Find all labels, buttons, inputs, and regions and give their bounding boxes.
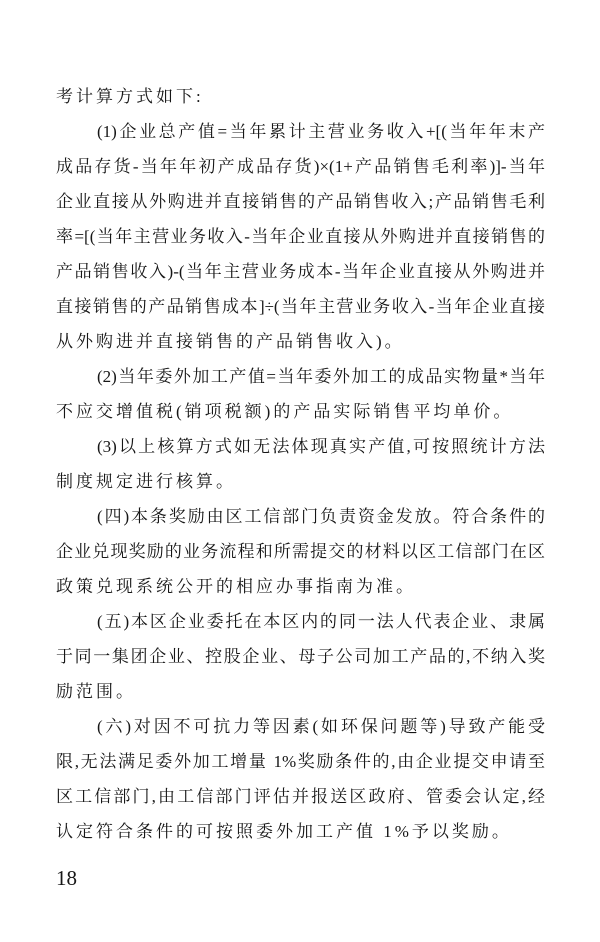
document-line: 企业直接从外购进并直接销售的产品销售收入;产品销售毛利 — [56, 192, 545, 211]
document-line: 励范围。 — [56, 682, 136, 701]
document-line: 政策兑现系统公开的相应办事指南为准。 — [56, 577, 416, 596]
document-line: (五)本区企业委托在本区内的同一法人代表企业、隶属 — [97, 612, 545, 631]
document-line: 于同一集团企业、控股企业、母子公司加工产品的,不纳入奖 — [56, 647, 545, 666]
document-line: 制度规定进行核算。 — [56, 472, 236, 491]
document-line: (四)本条奖励由区工信部门负责资金发放。符合条件的 — [97, 507, 545, 526]
document-line: 率=[(当年主营业务收入-当年企业直接从外购进并直接销售的 — [56, 227, 545, 246]
document-line: (3)以上核算方式如无法体现真实产值,可按照统计方法 — [97, 437, 545, 456]
document-line: 从外购进并直接销售的产品销售收入)。 — [56, 332, 405, 351]
document-line: 成品存货-当年年初产成品存货)×(1+产品销售毛利率)]-当年 — [56, 157, 545, 176]
document-line: 直接销售的产品销售成本]÷(当年主营业务收入-当年企业直接 — [56, 297, 545, 316]
document-line: 限,无法满足委外加工增量 1%奖励条件的,由企业提交申请至 — [56, 752, 545, 771]
page-number: 18 — [56, 866, 77, 890]
document-line: 产品销售收入)-(当年主营业务成本-当年企业直接从外购进并 — [56, 262, 545, 281]
document-line: 区工信部门,由工信部门评估并报送区政府、管委会认定,经 — [56, 787, 545, 806]
document-line: (1)企业总产值=当年累计主营业务收入+[(当年年末产 — [97, 122, 545, 141]
document-line: 企业兑现奖励的业务流程和所需提交的材料以区工信部门在区 — [56, 542, 545, 561]
document-line: 考计算方式如下: — [56, 87, 204, 106]
document-line: 不应交增值税(销项税额)的产品实际销售平均单价。 — [56, 402, 514, 421]
document-body — [56, 79, 545, 849]
document-line: (2)当年委外加工产值=当年委外加工的成品实物量*当年 — [97, 367, 545, 386]
document-line: (六)对因不可抗力等因素(如环保问题等)导致产能受 — [97, 717, 545, 736]
document-line: 认定符合条件的可按照委外加工产值 1%予以奖励。 — [56, 822, 512, 841]
